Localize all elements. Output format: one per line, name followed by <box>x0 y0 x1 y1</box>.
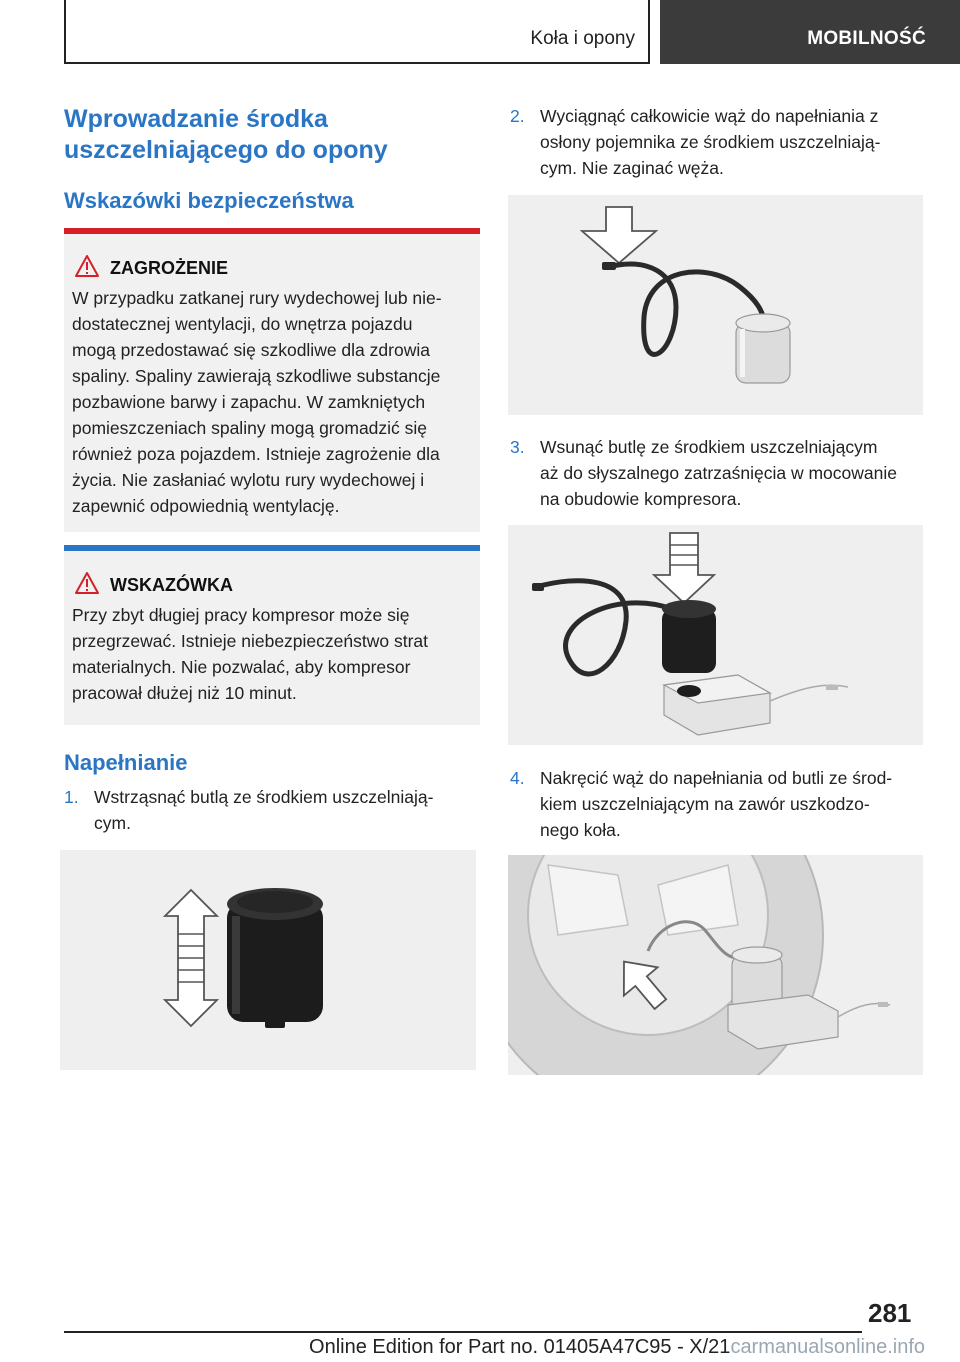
step-line: Wsunąć butlę ze środkiem uszczelniającym <box>540 437 878 457</box>
step-number: 3. <box>510 437 525 457</box>
step-line: osłony pojemnika ze środkiem uszczelniają- <box>540 132 881 152</box>
page-title-line: Wprowadzanie środka <box>64 105 328 133</box>
step-text <box>540 103 880 181</box>
footer-rule <box>64 1331 862 1333</box>
step-line: cym. <box>94 813 131 833</box>
step-text <box>540 434 897 512</box>
step-number: 1. <box>64 787 79 807</box>
notice-line: przegrzewać. Istnieje niebezpieczeństwo strat <box>72 631 429 651</box>
danger-line: życia. Nie zasłaniać wylotu rury wydechowej i <box>72 470 425 490</box>
danger-line: spaliny. Spaliny zawierają szkodliwe substancje <box>72 366 441 386</box>
footer-watermark: carmanualsonline.info <box>730 1336 925 1358</box>
page-number: 281 <box>868 1298 912 1328</box>
header-left-rule <box>64 0 66 64</box>
step-line: kiem uszczelniającym na zawór uszkodzo- <box>540 794 870 814</box>
notice-line: Przy zbyt długiej pracy kompresor może się <box>72 605 410 625</box>
danger-line: pomieszczeniach spaliny mogą gromadzić się <box>72 418 428 438</box>
notice-line: materialnych. Nie pozwalać, aby kompresor <box>72 657 411 677</box>
step-line: Wstrząsnąć butlą ze środkiem uszczelniają- <box>94 787 434 807</box>
warning-triangle-icon <box>74 571 100 595</box>
danger-bar <box>64 228 480 234</box>
shake-bottle-illustration <box>60 850 476 1070</box>
footer-edition-text: Online Edition for Part no. 01405A47C95 - X/21 <box>309 1336 731 1358</box>
footer-edition <box>64 1336 925 1359</box>
danger-line: również poza pojazdem. Istnieje zagrożenie dla <box>72 444 440 464</box>
step-line: aż do słyszalnego zatrzaśnięcia w mocowanie <box>540 463 897 483</box>
figure-connect-valve <box>508 855 923 1075</box>
step-line: Nakręcić wąż do napełniania od butli ze środ- <box>540 768 893 788</box>
figure-shake-bottle <box>60 850 476 1070</box>
fill-heading: Napełnianie <box>64 750 188 775</box>
safety-heading: Wskazówki bezpieczeństwa <box>64 188 354 213</box>
header-section-title: Koła i opony <box>530 28 635 49</box>
header-chapter-label: MOBILNOŚĆ <box>807 28 926 49</box>
header-chapter-tab <box>660 0 960 64</box>
warning-triangle-icon <box>74 254 100 278</box>
danger-line: mogą przedostawać się szkodliwe dla zdrowia <box>72 340 430 360</box>
notice-line: pracował dłużej niż 10 minut. <box>72 683 297 703</box>
connect-valve-illustration <box>508 855 923 1075</box>
notice-title: WSKAZÓWKA <box>110 575 233 595</box>
danger-box <box>64 228 480 532</box>
danger-title: ZAGROŻENIE <box>110 258 229 278</box>
step-number: 4. <box>510 768 525 788</box>
step-line: Wyciągnąć całkowicie wąż do napełniania z <box>540 106 879 126</box>
notice-bar <box>64 545 480 551</box>
step-line: na obudowie kompresora. <box>540 489 742 509</box>
pull-hose-illustration <box>508 195 923 415</box>
page-title-line: uszczelniającego do opony <box>64 136 388 164</box>
danger-line: dostatecznej wentylacji, do wnętrza pojazdu <box>72 314 413 334</box>
page-title <box>64 104 464 166</box>
step-text <box>540 765 892 843</box>
step-line: cym. Nie zaginać węża. <box>540 158 724 178</box>
danger-line: W przypadku zatkanej rury wydechowej lub nie- <box>72 288 442 308</box>
notice-text <box>72 602 476 706</box>
danger-line: zapewnić odpowiednią wentylację. <box>72 496 340 516</box>
notice-box <box>64 545 480 725</box>
step-number: 2. <box>510 106 525 126</box>
insert-bottle-illustration <box>508 525 923 745</box>
header-bottom-rule <box>64 62 650 64</box>
header-separator <box>648 0 650 64</box>
danger-line: pozbawione barwy i zapachu. W zamkniętych <box>72 392 426 412</box>
step-line: nego koła. <box>540 820 621 840</box>
figure-insert-bottle <box>508 525 923 745</box>
figure-pull-hose <box>508 195 923 415</box>
danger-text <box>72 285 476 519</box>
step-text <box>94 784 433 836</box>
